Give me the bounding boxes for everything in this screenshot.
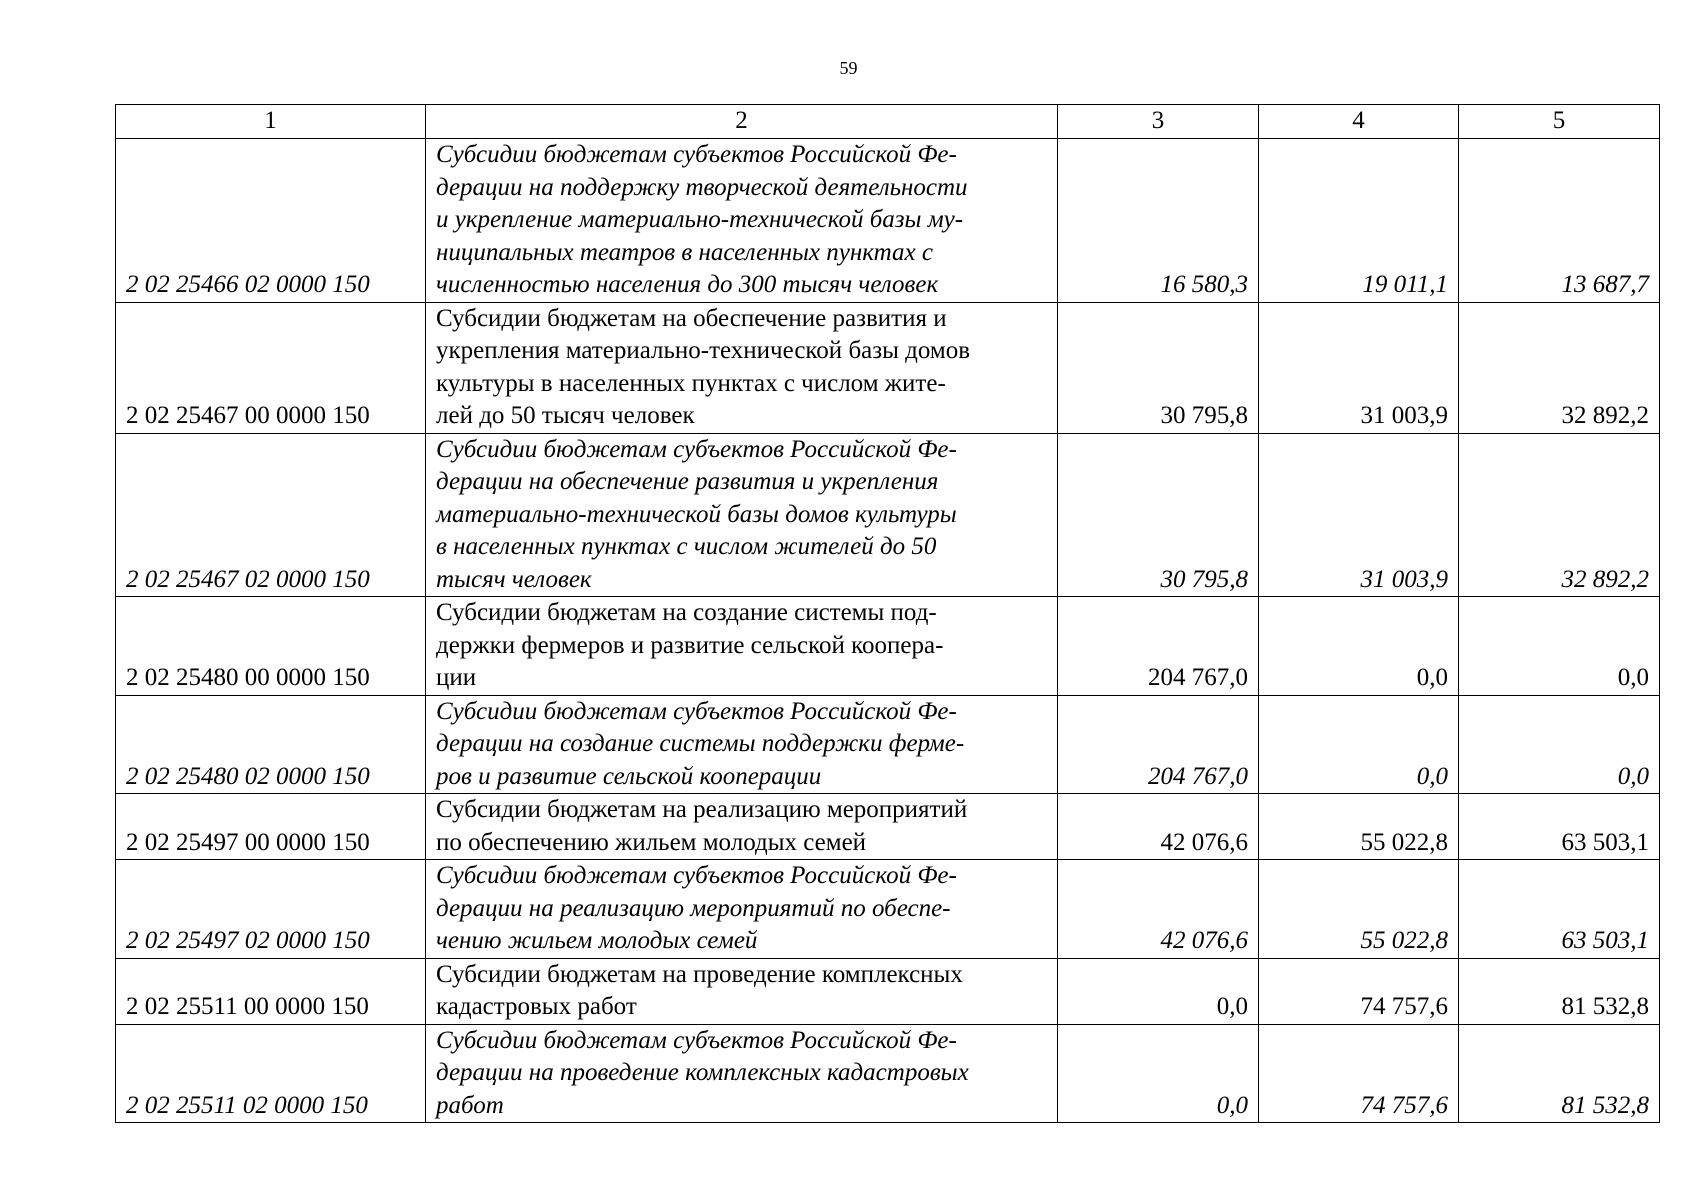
row-code: 2 02 25497 02 0000 150 xyxy=(116,860,426,959)
description-line: дерации на реализацию мероприятий по обеспе- xyxy=(436,894,951,922)
description-line: Субсидии бюджетам на реализацию мероприятий xyxy=(436,796,968,823)
row-value-col-4: 55 022,8 xyxy=(1259,860,1459,959)
description-line: Субсидии бюджетам на создание системы под- xyxy=(436,599,937,626)
row-value-col-5: 63 503,1 xyxy=(1459,794,1660,860)
description-line: Субсидии бюджетам субъектов Российской Фе- xyxy=(436,435,957,463)
header-row xyxy=(116,105,1660,139)
row-value-col-5: 0,0 xyxy=(1459,695,1660,794)
row-value-col-5: 13 687,7 xyxy=(1459,139,1660,303)
row-code: 2 02 25466 02 0000 150 xyxy=(116,139,426,303)
description-line: Субсидии бюджетам субъектов Российской Фе- xyxy=(436,697,957,725)
description-line: дерации на поддержку творческой деятельности xyxy=(436,173,968,201)
table-row xyxy=(116,139,1660,303)
row-value-col-5: 81 532,8 xyxy=(1459,1024,1660,1123)
table-row xyxy=(116,433,1660,597)
row-value-col-3: 204 767,0 xyxy=(1058,695,1259,794)
row-value-col-4: 55 022,8 xyxy=(1259,794,1459,860)
description-line: Субсидии бюджетам субъектов Российской Фе- xyxy=(436,141,957,168)
row-description xyxy=(426,433,1058,597)
row-description xyxy=(426,597,1058,696)
description-line: чению жильем молодых семей xyxy=(436,927,758,954)
row-description xyxy=(426,1024,1058,1123)
table-body xyxy=(116,139,1660,1123)
row-value-col-3: 30 795,8 xyxy=(1058,302,1259,433)
row-value-col-4: 74 757,6 xyxy=(1259,1024,1459,1123)
description-line: дерации на создание системы поддержки ферме- xyxy=(436,730,965,757)
row-value-col-4: 31 003,9 xyxy=(1259,302,1459,433)
column-header-5: 5 xyxy=(1459,105,1660,139)
table-row xyxy=(116,860,1660,959)
table-row xyxy=(116,794,1660,860)
row-code: 2 02 25511 00 0000 150 xyxy=(116,958,426,1024)
page-number: 59 xyxy=(839,58,858,78)
row-code: 2 02 25497 00 0000 150 xyxy=(116,794,426,860)
description-line: лей до 50 тысяч человек xyxy=(436,402,695,429)
row-value-col-3: 42 076,6 xyxy=(1058,860,1259,959)
column-header-3: 3 xyxy=(1058,105,1259,139)
column-header-2: 2 xyxy=(426,105,1058,139)
description-line: укрепления материально-технической базы домов xyxy=(436,337,971,364)
row-value-col-4: 0,0 xyxy=(1259,597,1459,696)
description-line: в населенных пунктах с числом жителей до 50 xyxy=(436,533,937,560)
description-line: по обеспечению жильем молодых семей xyxy=(436,828,867,856)
row-value-col-5: 81 532,8 xyxy=(1459,958,1660,1024)
row-code: 2 02 25480 02 0000 150 xyxy=(116,695,426,794)
row-value-col-4: 0,0 xyxy=(1259,695,1459,794)
row-code: 2 02 25467 02 0000 150 xyxy=(116,433,426,597)
row-value-col-3: 42 076,6 xyxy=(1058,794,1259,860)
row-value-col-5: 63 503,1 xyxy=(1459,860,1660,959)
description-line: ции xyxy=(436,664,477,691)
description-line: Субсидии бюджетам субъектов Российской Фе- xyxy=(436,1026,957,1054)
row-value-col-4: 31 003,9 xyxy=(1259,433,1459,597)
row-description xyxy=(426,302,1058,433)
table-row xyxy=(116,1024,1660,1123)
row-value-col-3: 204 767,0 xyxy=(1058,597,1259,696)
table-row xyxy=(116,302,1660,433)
description-line: ниципальных театров в населенных пунктах с xyxy=(436,238,933,266)
row-description xyxy=(426,958,1058,1024)
row-value-col-5: 0,0 xyxy=(1459,597,1660,696)
row-value-col-4: 74 757,6 xyxy=(1259,958,1459,1024)
description-line: дерации на проведение комплексных кадастровых xyxy=(436,1059,969,1086)
description-line: Субсидии бюджетам на обеспечение развития и xyxy=(436,304,947,332)
row-code: 2 02 25480 00 0000 150 xyxy=(116,597,426,696)
row-value-col-4: 19 011,1 xyxy=(1259,139,1459,303)
row-value-col-5: 32 892,2 xyxy=(1459,433,1660,597)
description-line: численностью населения до 300 тысяч человек xyxy=(436,271,939,298)
table-row xyxy=(116,695,1660,794)
row-value-col-3: 30 795,8 xyxy=(1058,433,1259,597)
row-value-col-3: 0,0 xyxy=(1058,1024,1259,1123)
description-line: Субсидии бюджетам субъектов Российской Фе- xyxy=(436,862,957,889)
description-line: держки фермеров и развитие сельской коопера- xyxy=(436,631,944,659)
description-line: и укрепление материально-технической базы му- xyxy=(436,206,964,233)
row-description xyxy=(426,139,1058,303)
description-line: дерации на обеспечение развития и укрепления xyxy=(436,468,939,495)
table-row xyxy=(116,597,1660,696)
table-row xyxy=(116,958,1660,1024)
budget-table xyxy=(115,104,1660,1123)
description-line: тысяч человек xyxy=(436,565,592,593)
description-line: Субсидии бюджетам на проведение комплексных xyxy=(436,960,963,988)
row-description xyxy=(426,860,1058,959)
row-description xyxy=(426,794,1058,860)
description-line: культуры в населенных пунктах с числом жите- xyxy=(436,369,946,397)
row-code: 2 02 25511 02 0000 150 xyxy=(116,1024,426,1123)
column-header-4: 4 xyxy=(1259,105,1459,139)
description-line: ров и развитие сельской кооперации xyxy=(436,762,822,790)
row-value-col-3: 16 580,3 xyxy=(1058,139,1259,303)
description-line: работ xyxy=(436,1091,504,1119)
column-header-1: 1 xyxy=(116,105,426,139)
row-description xyxy=(426,695,1058,794)
description-line: материально-технической базы домов культуры xyxy=(436,500,957,528)
row-code: 2 02 25467 00 0000 150 xyxy=(116,302,426,433)
description-line: кадастровых работ xyxy=(436,993,637,1020)
row-value-col-5: 32 892,2 xyxy=(1459,302,1660,433)
row-value-col-3: 0,0 xyxy=(1058,958,1259,1024)
